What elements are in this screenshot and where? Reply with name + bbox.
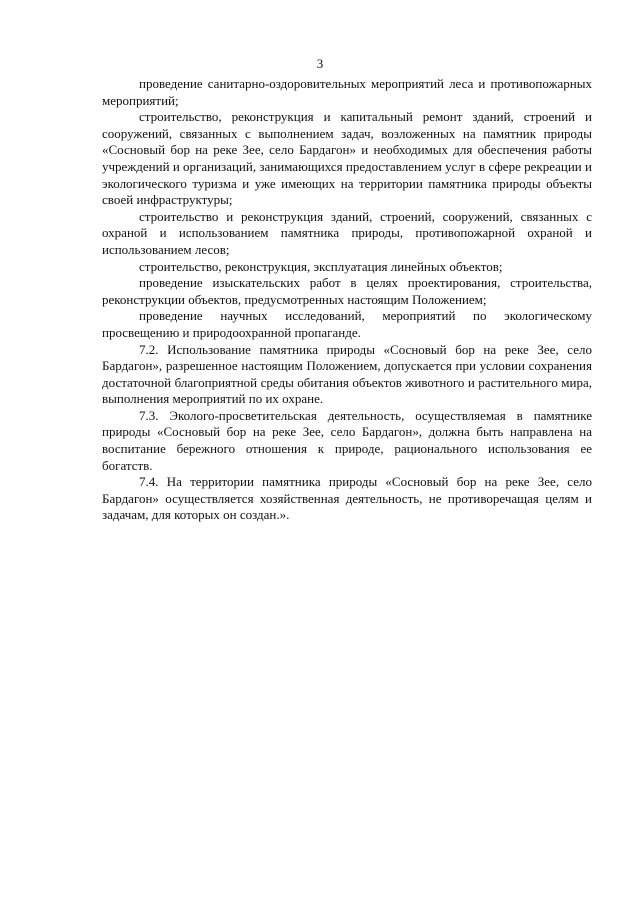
paragraph-survey-works: проведение изыскательских работ в целях проектирования, строительства, реконструкции объектов, предусмотренных настоящим Положением; — [102, 275, 592, 307]
paragraph-section-7-4: 7.4. На территории памятника природы «Сосновый бор на реке Зее, село Бардагон» осуществляется хозяйственная деятельность, не противоречащая целям и задачам, для которых он создан.». — [102, 474, 592, 523]
paragraph-section-7-3: 7.3. Эколого-просветительская деятельность, осуществляемая в памятнике природы «Сосновый бор на реке Зее, село Бардагон», должна быть направлена на воспитание бережного отношения к природе, рационального использования ее богатств. — [102, 407, 592, 473]
paragraph-section-7-2: 7.2. Использование памятника природы «Сосновый бор на реке Зее, село Бардагон», разрешенное настоящим Положением, допускается при условии сохранения достаточной благоприятной среды обитания объектов животного и растительного мира, выполнения мероприятий по их охране. — [102, 341, 592, 407]
paragraph-sanitary-measures: проведение санитарно-оздоровительных мероприятий леса и противопожарных мероприятий; — [102, 76, 592, 108]
paragraph-construction-infrastructure: строительство, реконструкция и капитальный ремонт зданий, строений и сооружений, связанных с выполнением задач, возложенных на памятник природы «Сосновый бор на реке Зее, село Бардагон» и необходимых для обеспечения работы учреждений и организаций, занимающихся предоставлением услуг в сфере рекреации и экологического туризма и уже имеющих на территории памятника природы объекты своей инфраструктуры; — [102, 109, 592, 208]
paragraph-scientific-research: проведение научных исследований, мероприятий по экологическому просвещению и природоохранной пропаганде. — [102, 308, 592, 340]
document-body — [102, 76, 592, 524]
paragraph-linear-objects: строительство, реконструкция, эксплуатация линейных объектов; — [139, 258, 503, 274]
paragraph-construction-protection: строительство и реконструкция зданий, строений, сооружений, связанных с охраной и использованием памятника природы, противопожарной охраной и использованием лесов; — [102, 208, 592, 257]
page-number: 3 — [316, 56, 324, 71]
